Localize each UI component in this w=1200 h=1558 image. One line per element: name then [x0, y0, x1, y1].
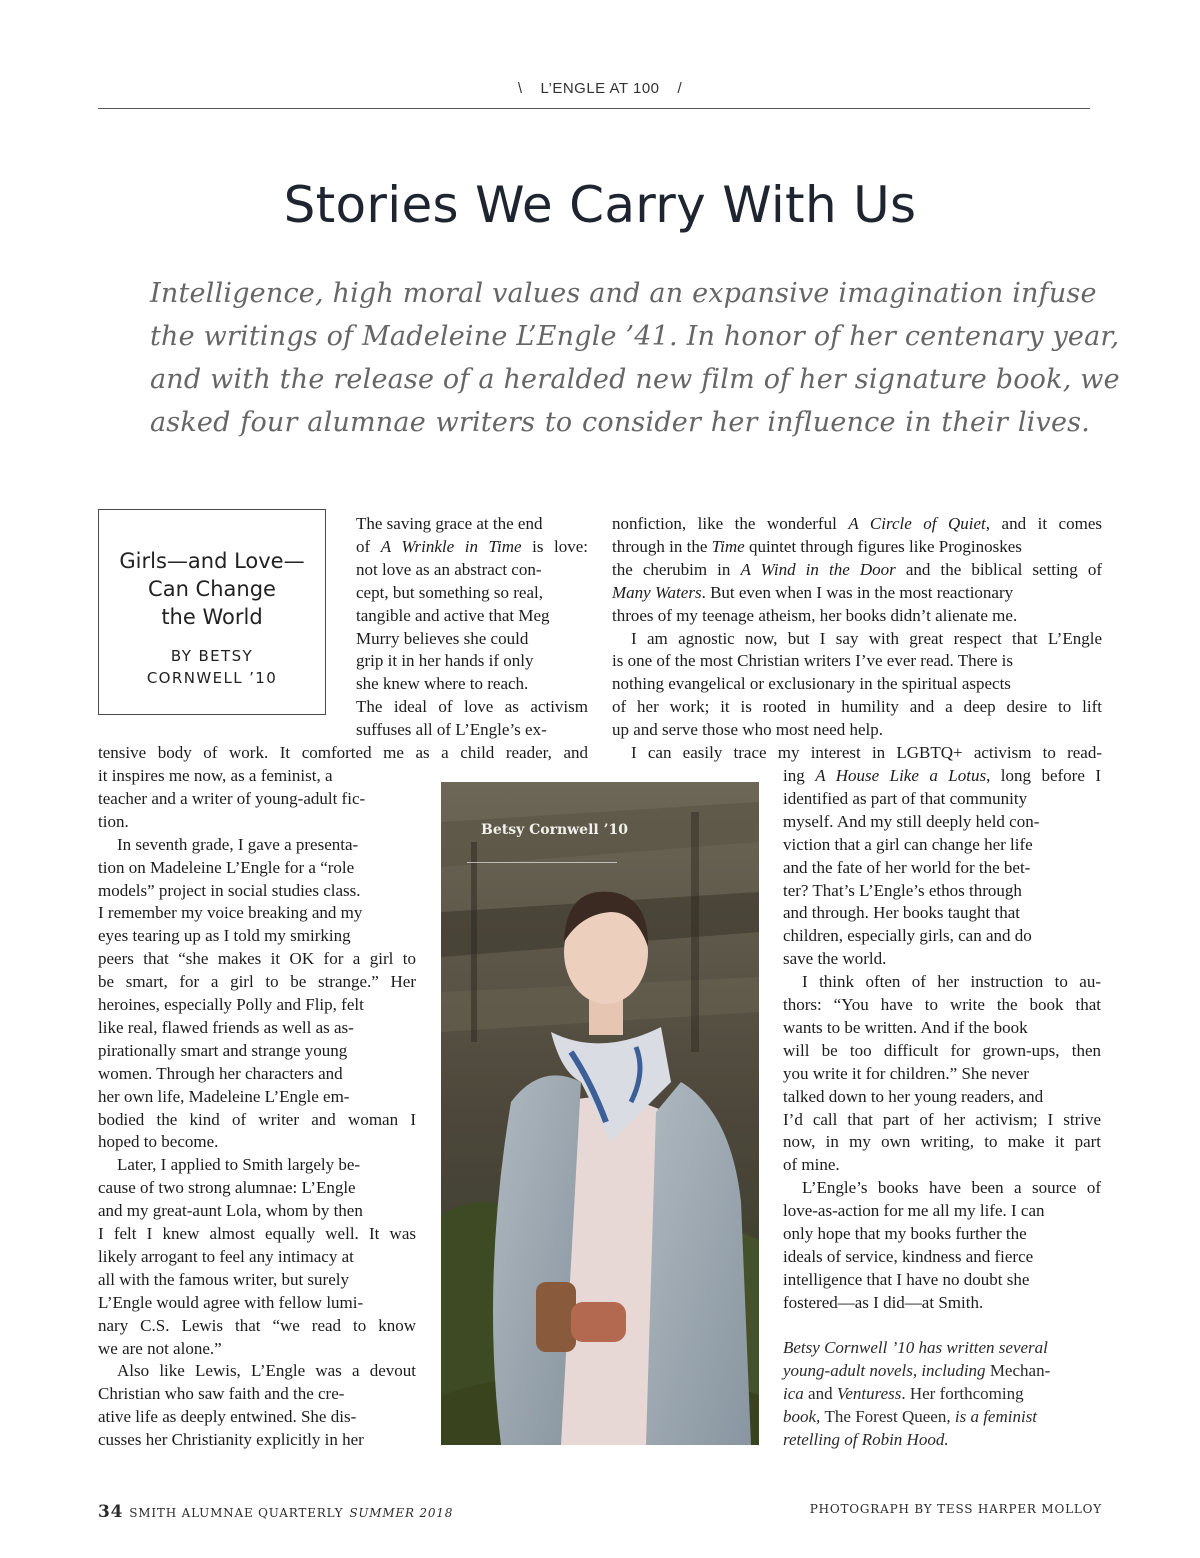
body-line: through in the Time quintet through figures like Proginoskes — [612, 536, 1022, 556]
body-line: like real, flawed friends as well as as- — [98, 1017, 354, 1037]
body-line: of A Wrinkle in Time is love: — [356, 536, 588, 556]
author-bio-line: young-adult novels, including Mechan- — [783, 1360, 1051, 1380]
body-line: it inspires me now, as a feminist, a — [98, 766, 333, 785]
body-line: eyes tearing up as I told my smirking — [98, 926, 351, 946]
issue-date: SUMMER 2018 — [349, 1506, 454, 1520]
body-line: likely arrogant to feel any intimacy at — [98, 1246, 354, 1266]
byline-line: BY BETSY — [170, 647, 254, 665]
body-line: cept, but something so real, — [356, 582, 543, 602]
body-line: will be too difficult for grown-ups, then — [783, 1040, 1101, 1060]
body-line: nonfiction, like the wonderful A Circle of Quiet, and it comes — [612, 514, 1102, 533]
essay-title-line: Girls—and Love— — [119, 549, 305, 573]
body-line: I remember my voice breaking and my — [98, 903, 363, 923]
author-bio-line: book, The Forest Queen, is a feminist — [783, 1406, 1038, 1426]
body-line: only hope that my books further the — [783, 1224, 1027, 1243]
intro-line: the writings of Madeleine L’Engle ’41. In honor of her centenary year, — [150, 321, 1120, 352]
body-line: ideals of service, kindness and fierce — [783, 1246, 1034, 1266]
body-line: she knew where to reach. — [356, 674, 529, 694]
intro-line: Intelligence, high moral values and an expansive imagination infuse — [150, 278, 1097, 309]
body-line: of mine. — [783, 1155, 840, 1175]
body-line: The ideal of love as activism — [356, 697, 588, 717]
body-line: intelligence that I have no doubt she — [783, 1269, 1030, 1289]
author-bio-line: Betsy Cornwell ’10 has written several — [783, 1338, 1048, 1357]
body-line: of her work; it is rooted in humility and a deep desire to lift — [612, 697, 1102, 717]
page-number: 34 — [98, 1502, 124, 1522]
body-line: pirationally smart and strange young — [98, 1040, 348, 1060]
body-line: you write it for children.” She never — [783, 1063, 1029, 1083]
body-line: teacher and a writer of young-adult fic- — [98, 788, 366, 808]
essay-title-line: Can Change — [148, 577, 276, 601]
essay-title-line: the World — [161, 605, 263, 629]
essay-title-box — [98, 509, 326, 715]
body-line: children, especially girls, can and do — [783, 926, 1032, 946]
body-line: Murry believes she could — [356, 628, 529, 648]
body-line: not love as an abstract con- — [356, 559, 542, 579]
body-line: thors: “You have to write the book that — [783, 995, 1101, 1014]
body-line: models” project in social studies class. — [98, 880, 361, 900]
intro-deck — [150, 272, 1120, 444]
body-line: is one of the most Christian writers I’ve ever read. There is — [612, 651, 1013, 671]
body-line: cause of two strong alumnae: L’Engle — [98, 1178, 356, 1198]
body-line: suffuses all of L’Engle’s ex- — [356, 720, 547, 740]
body-line: love-as-action for me all my life. I can — [783, 1201, 1045, 1221]
body-line: save the world. — [783, 949, 887, 969]
photo-caption: Betsy Cornwell ’10 — [481, 822, 628, 838]
body-line: women. Through her characters and — [98, 1063, 343, 1083]
body-line: nary C.S. Lewis that “we read to know — [98, 1315, 416, 1335]
body-line: cusses her Christianity explicitly in her — [98, 1430, 364, 1450]
body-line: and through. Her books taught that — [783, 903, 1021, 923]
body-line: I felt I knew almost equally well. It was — [98, 1224, 416, 1243]
body-line: the cherubim in A Wind in the Door and the biblical setting of — [612, 559, 1102, 579]
author-photo — [441, 782, 759, 1445]
body-line: all with the famous writer, but surely — [98, 1269, 349, 1289]
body-line: L’Engle would agree with fellow lumi- — [98, 1292, 364, 1312]
body-line: tion. — [98, 811, 129, 831]
body-line: peers that “she makes it OK for a girl to — [98, 949, 416, 969]
body-line: myself. And my still deeply held con- — [783, 811, 1040, 831]
body-line: now, in my own writing, to make it part — [783, 1132, 1101, 1152]
body-line: In seventh grade, I gave a presenta- — [117, 834, 359, 854]
author-bio-line: ica and Venturess. Her forthcoming — [783, 1383, 1024, 1403]
slash-right: / — [677, 80, 683, 97]
byline-line: CORNWELL ’10 — [146, 669, 278, 687]
body-line: Also like Lewis, L’Engle was a devout — [117, 1361, 416, 1381]
body-line: be smart, for a girl to be strange.” Her — [98, 972, 416, 992]
body-line: up and serve those who most need help. — [612, 720, 883, 740]
body-line: ter? That’s L’Engle’s ethos through — [783, 880, 1022, 900]
section-label-text: L’ENGLE AT 100 — [540, 80, 660, 97]
body-line: wants to be written. And if the book — [783, 1017, 1028, 1037]
body-line: we are not alone.” — [98, 1338, 222, 1358]
page-footer-left — [98, 1502, 453, 1522]
body-line: I’d call that part of her activism; I strive — [783, 1109, 1101, 1129]
intro-line: asked four alumnae writers to consider her influence in their lives. — [150, 407, 1090, 438]
body-line: I think often of her instruction to au- — [802, 972, 1101, 992]
body-line: and the fate of her world for the bet- — [783, 857, 1031, 877]
body-line: ative life as deeply entwined. She dis- — [98, 1407, 357, 1427]
intro-line: and with the release of a heralded new film of her signature book, we — [150, 364, 1120, 395]
slash-left: \ — [517, 80, 523, 97]
body-line: Christian who saw faith and the cre- — [98, 1384, 345, 1404]
body-line: viction that a girl can change her life — [783, 834, 1033, 854]
body-line: and my great-aunt Lola, whom by then — [98, 1201, 363, 1221]
essay-byline — [99, 645, 325, 689]
body-line: I can easily trace my interest in LGBTQ+ activism to read- — [631, 743, 1102, 762]
body-line: ing A House Like a Lotus, long before I — [783, 766, 1101, 785]
body-line: tion on Madeleine L’Engle for a “role — [98, 857, 355, 877]
section-label — [0, 80, 1200, 97]
essay-title — [99, 547, 325, 631]
photo-caption-rule — [467, 862, 617, 863]
author-bio-line: retelling of Robin Hood. — [783, 1429, 949, 1449]
header-rule — [98, 108, 1090, 109]
body-line: fostered—as I did—at Smith. — [783, 1292, 984, 1312]
body-line: nothing evangelical or exclusionary in the spiritual aspects — [612, 674, 1011, 694]
body-line: Later, I applied to Smith largely be- — [117, 1155, 361, 1175]
body-line: her own life, Madeleine L’Engle em- — [98, 1086, 350, 1106]
body-line: identified as part of that community — [783, 788, 1028, 808]
body-line: talked down to her young readers, and — [783, 1086, 1044, 1106]
body-line: throes of my teenage atheism, her books didn’t alienate me. — [612, 605, 1018, 625]
body-line: heroines, especially Polly and Flip, felt — [98, 995, 364, 1014]
body-line: hoped to become. — [98, 1132, 219, 1152]
body-line: I am agnostic now, but I say with great respect that L’Engle — [631, 628, 1102, 648]
body-line: The saving grace at the end — [356, 514, 543, 533]
body-line: L’Engle’s books have been a source of — [802, 1178, 1101, 1198]
body-line: tangible and active that Meg — [356, 605, 550, 625]
body-line: tensive body of work. It comforted me as a child reader, and — [98, 743, 588, 762]
body-line: Many Waters. But even when I was in the most reactionary — [612, 582, 1014, 602]
author-photo-image — [441, 782, 759, 1445]
page-title: Stories We Carry With Us — [283, 176, 917, 234]
body-line: grip it in her hands if only — [356, 651, 534, 671]
photo-credit: PHOTOGRAPH BY TESS HARPER MOLLOY — [809, 1502, 1102, 1516]
body-line: bodied the kind of writer and woman I — [98, 1109, 416, 1129]
publication-name: SMITH ALUMNAE QUARTERLY — [129, 1506, 344, 1520]
